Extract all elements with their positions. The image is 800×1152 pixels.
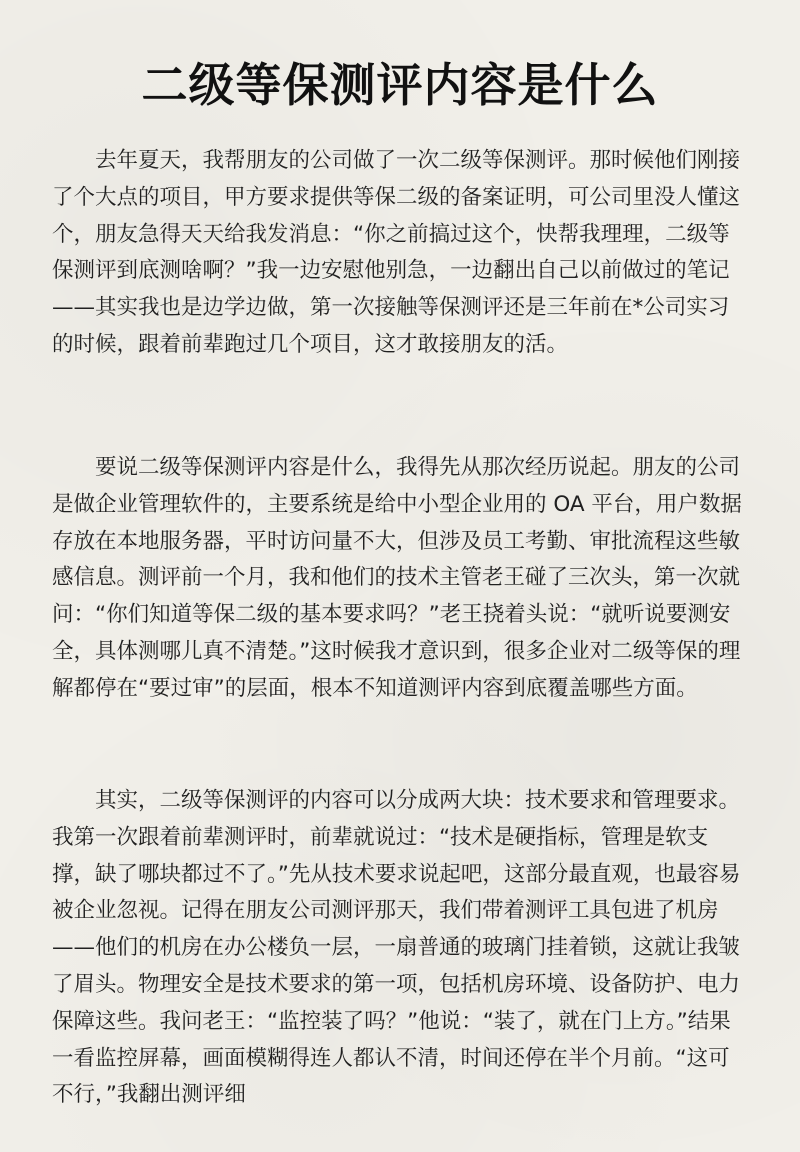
article-paragraph-2: 要说二级等保测评内容是什么，我得先从那次经历说起。朋友的公司是做企业管理软件的，主要系统是给中小型企业用的 OA 平台，用户数据存放在本地服务器，平时访问量不大，但涉及员工考勤、审批流程这些敏感信息。测评前一个月，我和他们的技术主管老王碰了三次头，第一次就问：“你们知道等保二级的基本要求吗？”老王挠着头说：“就听说要测安全，具体测哪儿真不清楚。”这时候我才意识到，很多企业对二级等保的理解都停在“要过审”的层面，根本不知道测评内容到底覆盖哪些方面。	[52, 455, 742, 701]
article-paragraph-3: 其实，二级等保测评的内容可以分成两大块：技术要求和管理要求。我第一次跟着前辈测评时，前辈就说过：“技术是硬指标，管理是软支撑，缺了哪块都过不了。”先从技术要求说起吧，这部分最直观，也最容易被企业忽视。记得在朋友公司测评那天，我们带着测评工具包进了机房——他们的机房在办公楼负一层，一扇普通的玻璃门挂着锁，这就让我皱了眉头。物理安全是技术要求的第一项，包括机房环境、设备防护、电力保障这些。我问老王：“监控装了吗？”他说：“装了，就在门上方。”结果一看监控屏幕，画面模糊得连人都认不清，时间还停在半个月前。“这可不行，”我翻出测评细	[52, 788, 741, 1108]
article-paragraph-1: 去年夏天，我帮朋友的公司做了一次二级等保测评。那时候他们刚接了个大点的项目，甲方要求提供等保二级的备案证明，可公司里没人懂这个，朋友急得天天给我发消息：“你之前搞过这个，快帮我理理，二级等保测评到底测啥啊？”我一边安慰他别急，一边翻出自己以前做过的笔记——其实我也是边学边做，第一次接触等保测评还是三年前在*公司实习的时候，跟着前辈跑过几个项目，这才敢接朋友的活。	[52, 148, 741, 357]
article-title: 二级等保测评内容是什么	[141, 58, 659, 112]
